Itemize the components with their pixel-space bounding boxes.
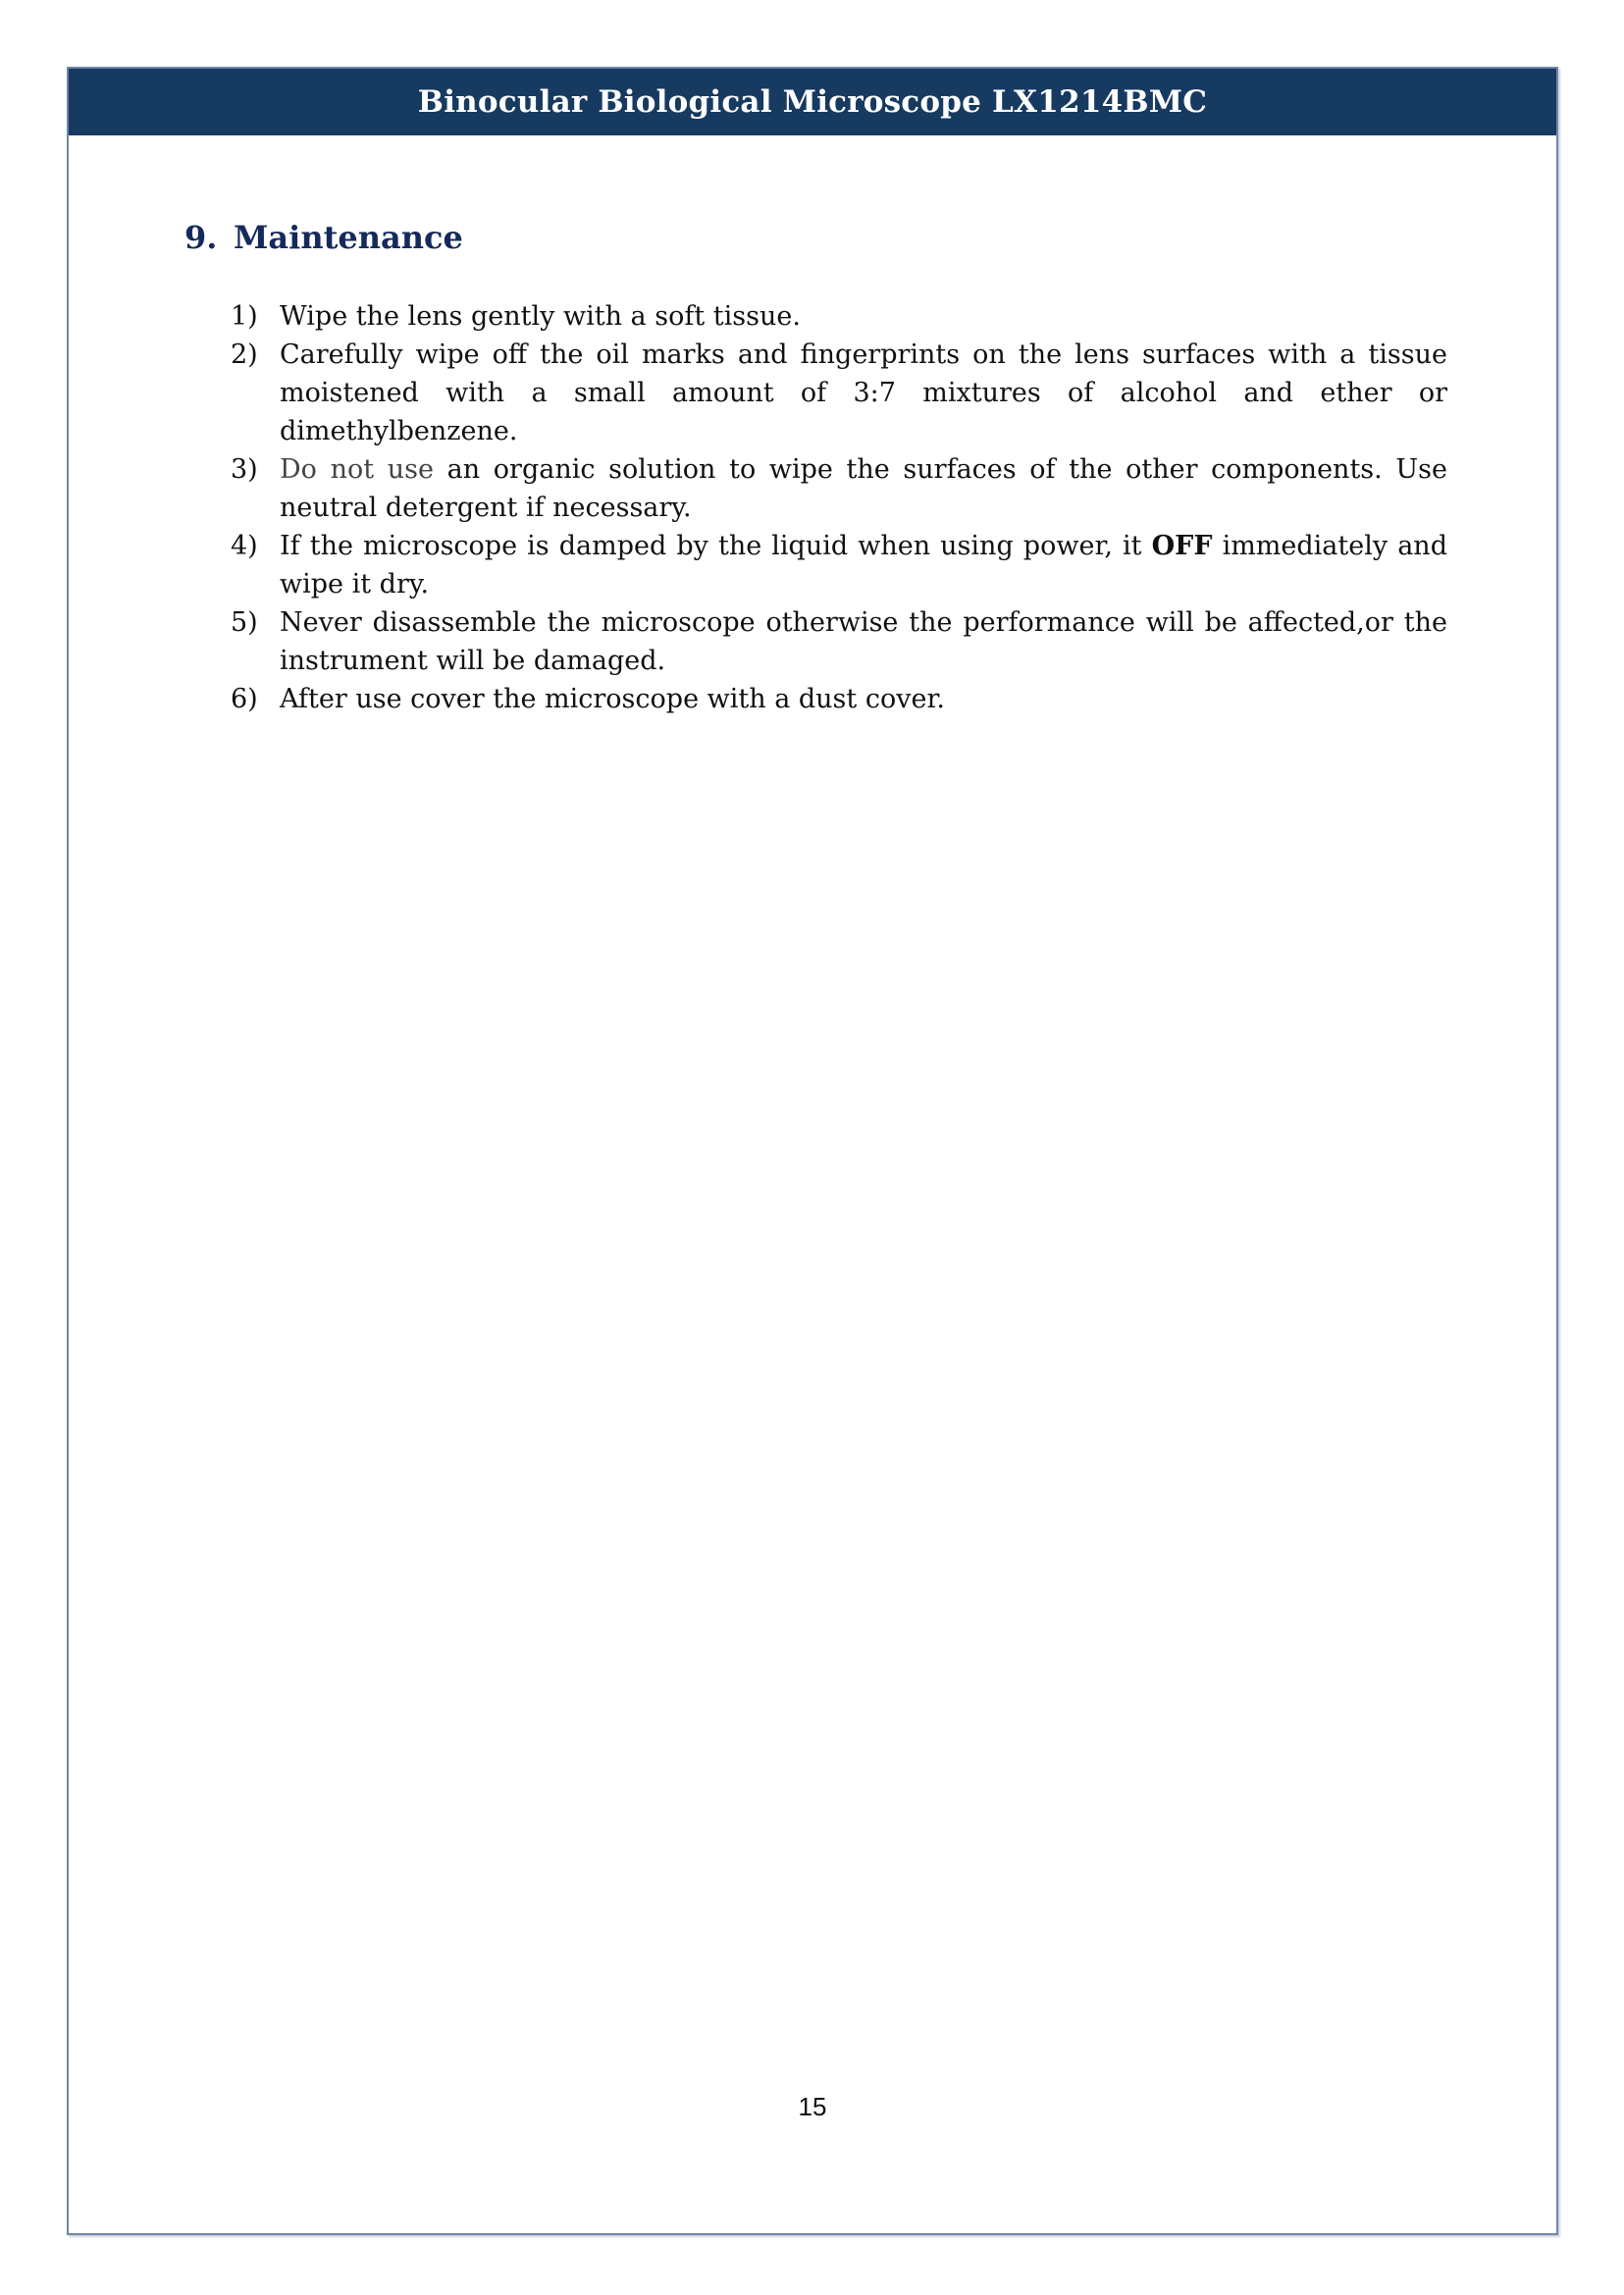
list-item-text: Wipe the lens gently with a soft tissue. — [280, 301, 801, 332]
list-item-text: Carefully wipe off the oil marks and fingerprints on the lens surfaces with a tissue moistened with a small amount of 3:7 mixtures of alcohol and ether or dimethylbenzene. — [280, 339, 1447, 446]
page-number: 15 — [798, 2092, 827, 2121]
list-item — [231, 527, 1447, 603]
list-item-marker: 4) — [231, 531, 258, 561]
document-title: Binocular Biological Microscope LX1214BMC — [417, 84, 1208, 120]
list-item-text: Never disassemble the microscope otherwise the performance will be affected,or the instrument will be damaged. — [280, 607, 1447, 676]
list-item-text-after: immediately and wipe it dry. — [280, 531, 1447, 600]
section-number: 9. — [184, 219, 218, 256]
list-item-bold-text: OFF — [1151, 531, 1213, 561]
list-item-marker: 3) — [231, 454, 258, 485]
list-item-text: an organic solution to wipe the surfaces of the other components. Use neutral detergent if necessary. — [280, 454, 1447, 523]
list-item-muted-text: Do not use — [280, 454, 434, 485]
list-item — [231, 680, 1447, 718]
page-frame — [67, 67, 1558, 2235]
list-item — [231, 603, 1447, 680]
list-item — [231, 297, 1447, 336]
list-item-marker: 2) — [231, 339, 258, 370]
list-item — [231, 336, 1447, 450]
list-item-marker: 6) — [231, 684, 258, 714]
section-title: Maintenance — [234, 219, 463, 256]
list-item-marker: 1) — [231, 301, 258, 332]
maintenance-list — [231, 297, 1447, 718]
header-band — [69, 69, 1556, 135]
list-item-text: If the microscope is damped by the liquid when using power, it — [280, 531, 1152, 561]
list-item-text: After use cover the microscope with a dust cover. — [280, 684, 945, 714]
list-item-marker: 5) — [231, 607, 258, 638]
list-item — [231, 450, 1447, 527]
section-heading — [184, 219, 463, 256]
